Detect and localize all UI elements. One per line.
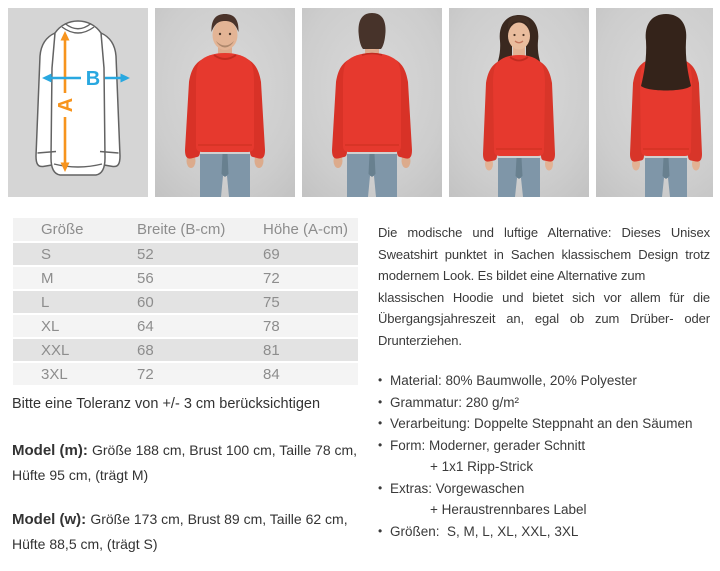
table-row (13, 266, 358, 290)
model-info-line: Hüfte 88,5 cm, (trägt S) (12, 536, 158, 552)
label-b: B (85, 68, 101, 90)
table-cell: 64 (109, 314, 235, 338)
description-line: Drunterziehen. (378, 332, 462, 348)
size-info-column (10, 218, 362, 556)
table-row (13, 338, 358, 362)
spec-list-item (378, 370, 710, 392)
spec-text: Verarbeitung: Doppelte Steppnaht an den Säumen (390, 416, 693, 431)
spec-list (378, 370, 710, 542)
table-cell: S (13, 242, 109, 266)
model-photo-man-front[interactable] (155, 8, 295, 197)
man-front-photo (155, 8, 295, 197)
size-table (13, 218, 358, 387)
spec-text: Form: Moderner, gerader Schnitt + 1x1 Ripp-Strick (390, 435, 710, 478)
table-cell: 69 (235, 242, 358, 266)
spec-text: Extras: Vorgewaschen + Heraustrennbares Label (390, 478, 710, 521)
product-image-gallery (8, 8, 713, 197)
product-details (0, 218, 720, 556)
model-info-line: Größe 188 cm, Brust 100 cm, Taille 78 cm, (92, 442, 358, 458)
description-line: Sweatshirt punktet in Sachen klassischem Design trotz (378, 246, 710, 262)
table-cell: 56 (109, 266, 235, 290)
table-cell: XL (13, 314, 109, 338)
size-diagram-image[interactable] (8, 8, 148, 197)
table-cell: M (13, 266, 109, 290)
bullet-icon: • (378, 373, 383, 387)
man-back-photo (302, 8, 442, 197)
bullet-icon: • (378, 523, 383, 538)
label-a: A (55, 97, 77, 113)
model-photo-woman-front[interactable] (449, 8, 589, 197)
table-cell: XXL (13, 338, 109, 362)
description-line: Übergangsjahreszeit an, egal ob zum Drüber- oder (378, 311, 710, 326)
model-info-line: Hüfte 95 cm, (trägt M) (12, 467, 149, 483)
description-line: Die modische und luftige Alternative: Dieses Unisex (378, 225, 710, 240)
table-row (13, 362, 358, 386)
table-row (13, 290, 358, 314)
size-table-body (13, 242, 358, 386)
bullet-icon: • (378, 416, 383, 430)
table-cell: 84 (235, 362, 358, 386)
product-description (378, 222, 710, 351)
spec-list-item (378, 521, 710, 543)
table-cell: 52 (109, 242, 235, 266)
model-info-line: Größe 173 cm, Brust 89 cm, Taille 62 cm, (90, 511, 348, 527)
table-cell: 72 (109, 362, 235, 386)
spec-subtext: + 1x1 Ripp-Strick (430, 459, 534, 474)
table-row (13, 242, 358, 266)
bullet-icon: • (378, 394, 383, 409)
model-info-block (12, 438, 362, 487)
table-cell: 81 (235, 338, 358, 362)
table-cell: 3XL (13, 362, 109, 386)
table-cell: 75 (235, 290, 358, 314)
size-table-header-row (13, 218, 358, 242)
model-info-block (12, 507, 362, 556)
model-photo-man-back[interactable] (302, 8, 442, 197)
spec-list-item (378, 392, 710, 414)
sweatshirt-measure-diagram (8, 8, 148, 197)
size-table-column-header: Breite (B-cm) (109, 218, 235, 242)
tolerance-note: Bitte eine Toleranz von +/- 3 cm berücksichtigen (12, 396, 321, 412)
table-cell: 68 (109, 338, 235, 362)
spec-list-item (378, 413, 710, 435)
model-label: Model (w): (12, 511, 91, 528)
spec-text: Größen: S, M, L, XL, XXL, 3XL (390, 523, 579, 539)
table-row (13, 314, 358, 338)
spec-list-item (378, 478, 710, 521)
spec-subtext: + Heraustrennbares Label (430, 502, 587, 517)
table-cell: L (13, 290, 109, 314)
spec-text: Grammatur: 280 g/m² (390, 394, 520, 410)
model-photo-woman-back[interactable] (596, 8, 713, 197)
woman-back-photo (596, 8, 713, 197)
table-cell: 78 (235, 314, 358, 338)
table-cell: 72 (235, 266, 358, 290)
description-column (378, 218, 710, 556)
woman-front-photo (449, 8, 589, 197)
bullet-icon: • (378, 437, 383, 452)
model-info (10, 438, 362, 556)
spec-text: Material: 80% Baumwolle, 20% Polyester (390, 373, 637, 388)
size-table-column-header: Höhe (A-cm) (235, 218, 358, 242)
description-line: modernem Look. Es bildet eine Alternative zum (378, 268, 646, 283)
model-label: Model (m): (12, 442, 92, 459)
table-cell: 60 (109, 290, 235, 314)
size-table-column-header: Größe (13, 218, 109, 242)
description-line: klassischen Hoodie und bietet sich vor allem für die (378, 289, 710, 305)
bullet-icon: • (378, 480, 383, 495)
spec-list-item (378, 435, 710, 478)
